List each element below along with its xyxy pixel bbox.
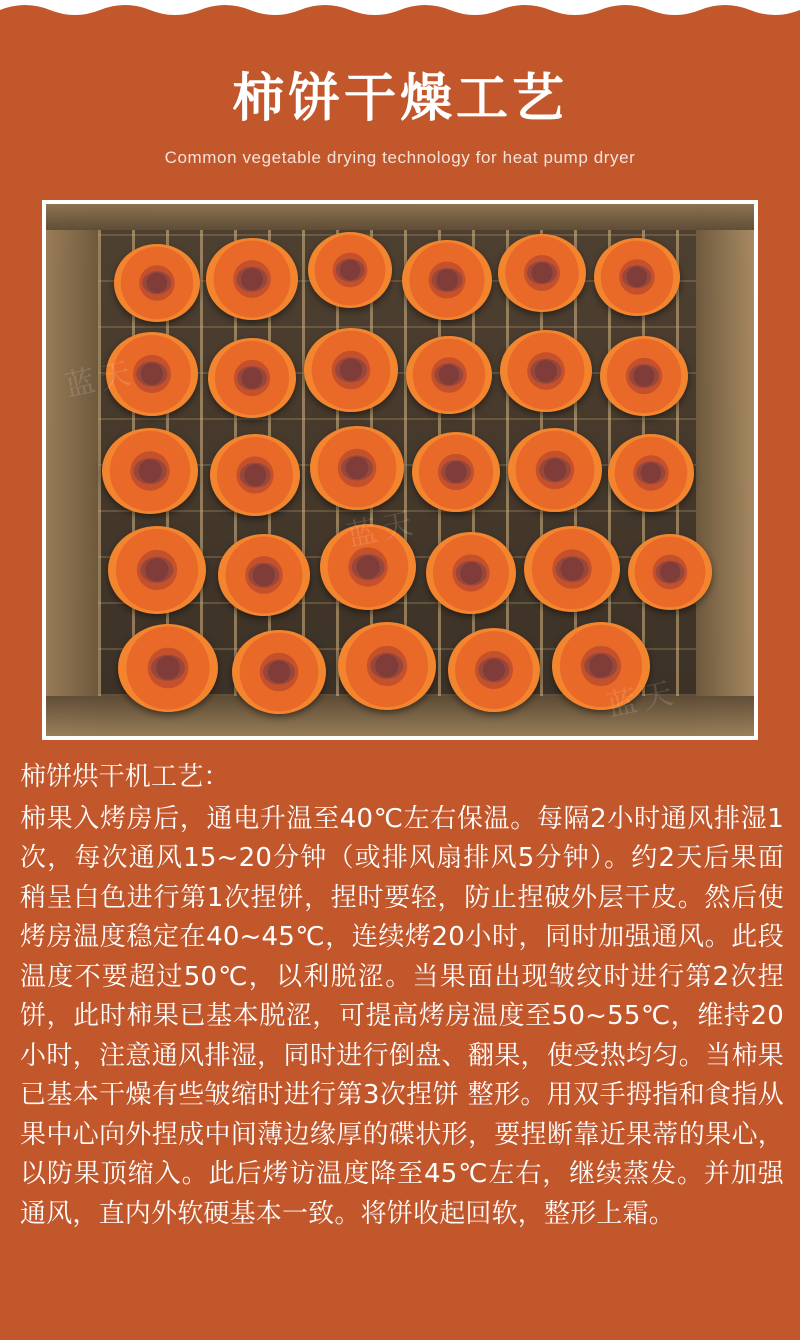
poster-header	[0, 26, 800, 168]
persimmon-cake	[232, 630, 326, 714]
persimmon-cake	[552, 622, 650, 710]
tray-edge-top	[46, 204, 754, 230]
persimmon-cake	[108, 526, 206, 614]
tray-edge-left	[46, 204, 98, 736]
persimmon-cake	[208, 338, 296, 418]
persimmon-cake	[310, 426, 404, 510]
persimmon-cake	[206, 238, 298, 320]
process-lead-label: 柿饼烘干机工艺：	[20, 762, 230, 792]
persimmon-cake	[210, 434, 300, 516]
persimmon-cake	[102, 428, 198, 514]
persimmon-cake	[308, 232, 392, 308]
product-photo-frame	[42, 200, 758, 740]
top-wave-decoration	[0, 0, 800, 26]
process-description	[20, 758, 784, 1234]
persimmon-cake	[320, 524, 416, 610]
persimmon-cake	[412, 432, 500, 512]
persimmon-cake	[498, 234, 586, 312]
persimmon-cake	[628, 534, 712, 610]
process-paragraph: 柿果入烤房后，通电升温至40℃左右保温。每隔2小时通风排湿1次，每次通风15~20分钟（或排风扇排风5分钟）。约2天后果面稍呈白色进行第1次捏饼，捏时要轻，防止捏破外层干皮。然后使烤房温度稳定在40~45℃，连续烤20小时，同时加强通风。此段温度不要超过50℃，以利脱涩。当果面出现皱纹时进行第2次捏饼，此时柿果已基本脱涩，可提高烤房温度至50~55℃，维持20小时，注意通风排湿，同时进行倒盘、翻果，使受热均匀。当柿果已基本干燥有些皱缩时进行第3次捏饼 整形。用双手拇指和食指从果中心向外捏成中间薄边缘厚的碟状形，要捏断靠近果蒂的果心，以防果顶缩入。此后烤访温度降至45℃左右，继续蒸发。并加强通风，直内外软硬基本一致。将饼收起回软，整形上霜。	[20, 803, 784, 1229]
persimmon-cake	[608, 434, 694, 512]
persimmon-cake	[118, 624, 218, 712]
persimmon-cake	[406, 336, 492, 414]
page-subtitle: Common vegetable drying technology for heat pump dryer	[164, 147, 636, 167]
persimmon-cake	[508, 428, 602, 512]
persimmon-cake	[426, 532, 516, 614]
persimmon-cake	[600, 336, 688, 416]
persimmon-cake	[402, 240, 492, 320]
persimmon-cake	[106, 332, 198, 416]
tray-edge-right	[696, 204, 754, 736]
persimmon-cake	[500, 330, 592, 412]
page-title: 柿饼干燥工艺	[231, 69, 568, 129]
persimmon-cake	[594, 238, 680, 316]
persimmon-cake	[218, 534, 310, 616]
persimmon-cake	[338, 622, 436, 710]
persimmon-cake	[304, 328, 398, 412]
persimmon-drying-photo	[46, 204, 754, 736]
persimmon-cake	[114, 244, 200, 322]
persimmon-cake	[448, 628, 540, 712]
persimmon-cake	[524, 526, 620, 612]
